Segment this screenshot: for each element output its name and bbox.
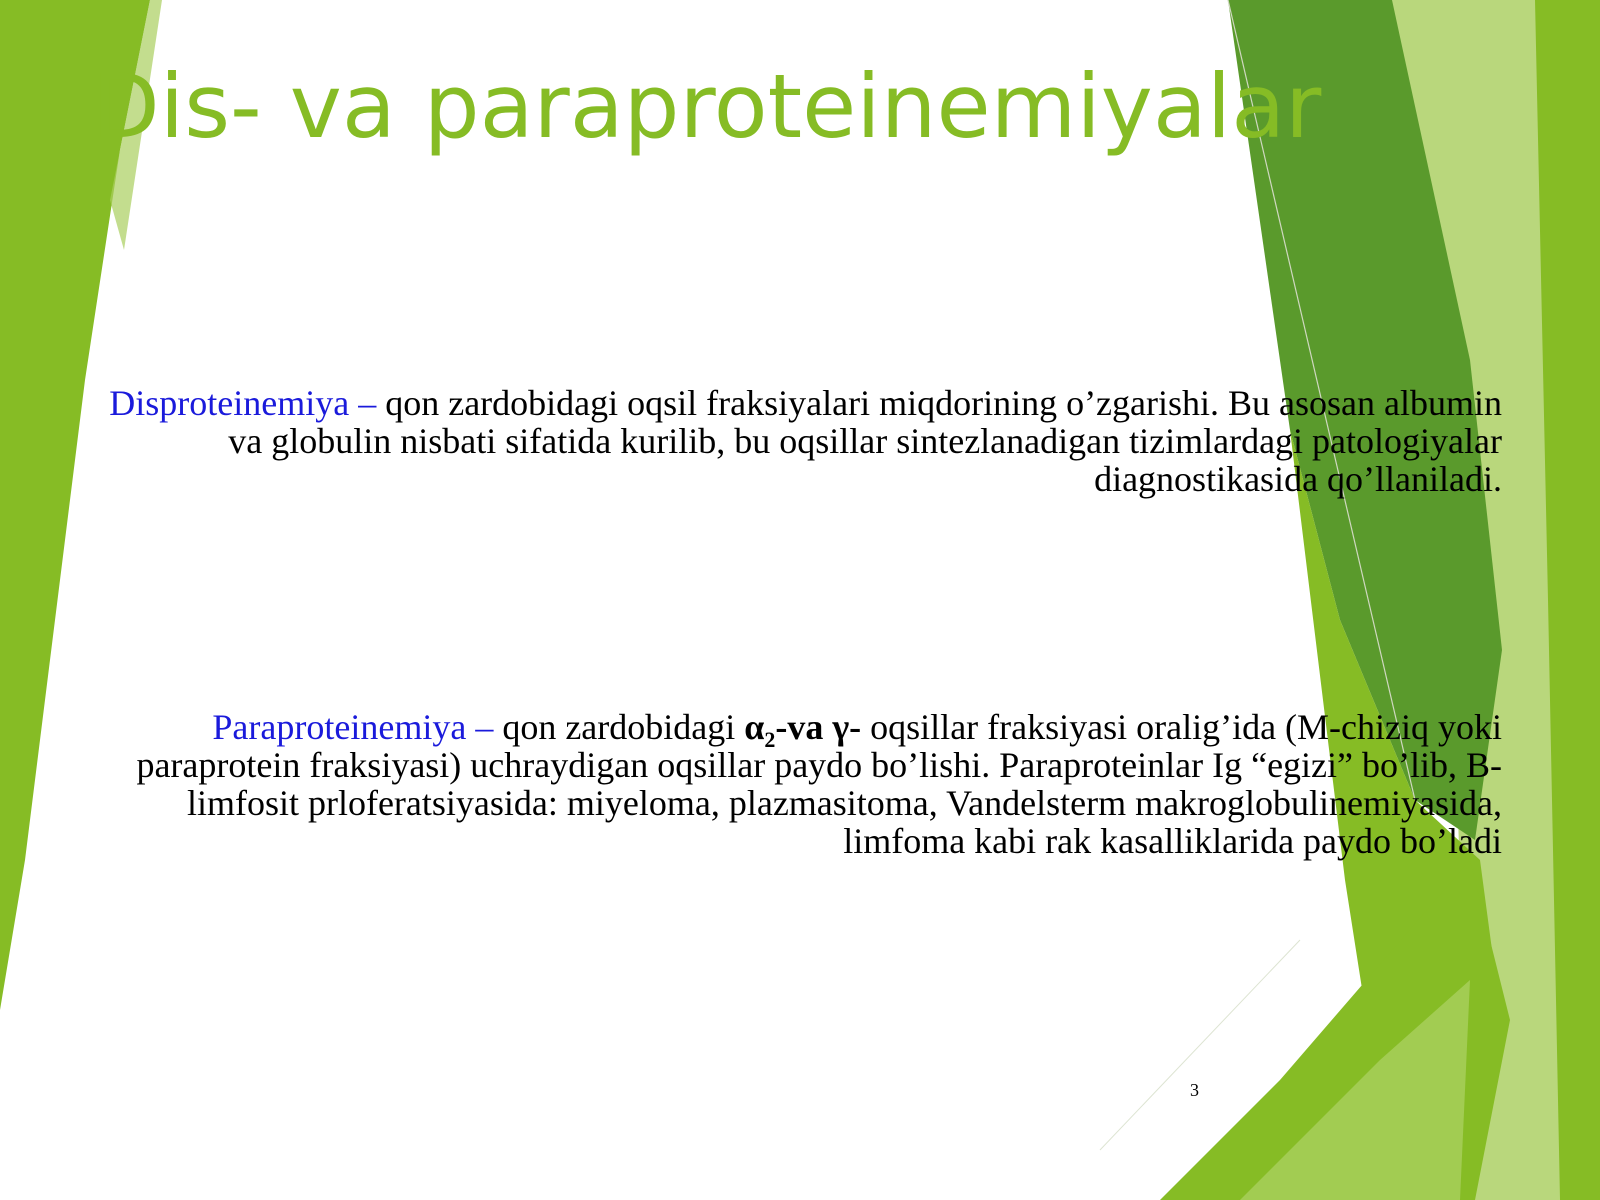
definition-dash: – — [466, 707, 503, 747]
alpha-symbol: α — [744, 707, 765, 747]
paragraph-paraproteinemiya — [60, 708, 1502, 860]
page-number: 3 — [1190, 1080, 1199, 1100]
definition-text: qon zardobidagi oqsil fraksiyalari miqdorining o’zgarishi. Bu asosan albumin va globulin nisbati sifatida kurilib, bu oqsillar sintezlanadigan tizimlardagi patologiyalar diagnostikasida qo’llaniladi. — [228, 383, 1502, 499]
term-disproteinemiya: Disproteinemiya — [109, 383, 350, 423]
paragraph-disproteinemiya — [80, 384, 1502, 498]
slide-title: Dis- va paraproteinemiyalar — [92, 55, 1322, 158]
definition-dash: – — [349, 383, 386, 423]
term-paraproteinemiya: Paraproteinemiya — [212, 707, 467, 747]
definition-text-c: oqsillar fraksiyasi oralig’ida (M-chiziq yoki paraprotein fraksiyasi) uchraydigan oqsillar paydo bo’lishi. Paraproteinlar Ig “egizi” bo’lib, B-limfosit prloferatsiyasida: miyeloma, plazmasitoma, Vandelsterm makroglobulinemiyasida, limfoma kabi rak kasalliklarida paydo bo’ladi — [136, 707, 1502, 861]
definition-text-a: qon zardobidagi — [502, 707, 745, 747]
alpha-subscript: 2 — [764, 727, 776, 753]
definition-text-b: -va — [775, 707, 833, 747]
gamma-symbol: γ- — [832, 707, 862, 747]
